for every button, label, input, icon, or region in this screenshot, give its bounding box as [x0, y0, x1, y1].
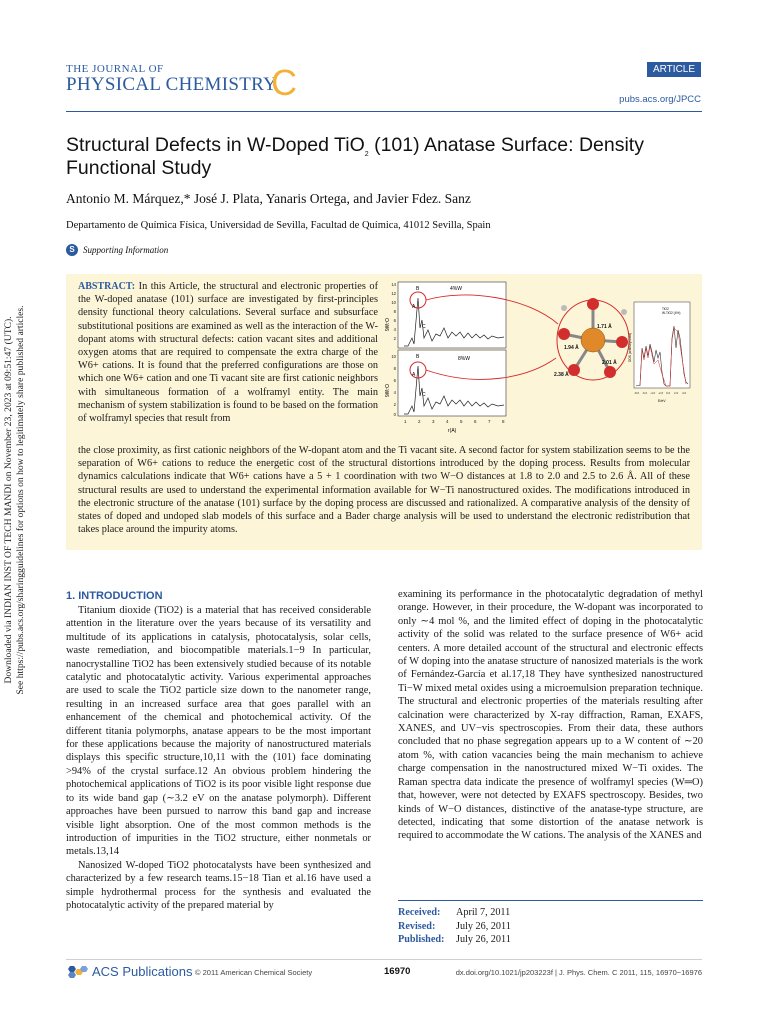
- supporting-info-icon: S: [66, 244, 78, 256]
- watermark-line-2: See https://pubs.acs.org/sharingguidelines for options on how to legitimately share published articles.: [15, 305, 26, 695]
- svg-text:TiO2: TiO2: [662, 307, 669, 311]
- supporting-information-link[interactable]: [66, 244, 168, 256]
- date-received: Received: April 7, 2011: [398, 907, 511, 918]
- svg-text:2.01 Å: 2.01 Å: [602, 360, 617, 366]
- intro-paragraph-3: examining its performance in the photocatalytic degradation of methyl orange. However, in their procedure, the W-dopant was incorporated to only ∼4 mol %, and the limited effect of doping in the photocatalytic activity of the solid was related to the surface presence of W6+ acid centers. A more detailed account of the structural and electronic effects of W doping into the anatase structure of nanosized materials is the work of Fernández-García et al.17,18 They have synthesized nanostructured Ti−W mixed metal oxides using a microemulsion preparation technique. The structural and electronic properties of the materials resulting after calcination were characterized by X-ray diffraction, Raman, EXAFS, XANES, and UV−vis spectroscopies. From their data, these authors concluded that no phase segregation appears up to a W content of ∼20 atom %, with cation vacancies being the main mechanism to achieve charge compensation in the nanostructured mixed W−Ti oxides. The Raman spectra data indicate the presence of wolframyl species (W═O) that, however, were not detected by EXAFS spectroscopy. Besides, two kinds of W−O distances, distinctive of the anatase-type structure, are detected, indicating that some distortion of the anatase network is required to accommodate the W cations. The analysis of the XANES and: [398, 589, 703, 842]
- svg-text:1.71 Å: 1.71 Å: [597, 324, 612, 330]
- svg-text:A: A: [412, 304, 416, 310]
- svg-text:r(A): r(A): [448, 428, 457, 434]
- svg-text:4: 4: [393, 390, 396, 395]
- date-revised: Revised: July 26, 2011: [398, 920, 511, 932]
- svg-text:8: 8: [393, 309, 396, 314]
- page-number: 16970: [384, 966, 411, 977]
- svg-text:-4.0: -4.0: [650, 391, 656, 395]
- svg-text:C: C: [422, 392, 426, 398]
- watermark-line-1: Downloaded via INDIAN INST OF TECH MANDI on November 23, 2023 at 09:51:47 (UTC).: [3, 316, 14, 684]
- svg-text:0.0: 0.0: [666, 391, 671, 395]
- svg-text:2: 2: [418, 419, 421, 424]
- author-list: Antonio M. Márquez,* José J. Plata, Yanaris Ortega, and Javier Fdez. Sanz: [66, 191, 471, 206]
- svg-text:B: B: [416, 286, 420, 292]
- section-heading-introduction: 1. INTRODUCTION: [66, 590, 163, 602]
- intro-paragraph-2: Nanosized W-doped TiO2 photocatalysts have been synthesized and characterized by a few research teams.15−18 Tian et al.16 have used a simple hydrothermal process for the synthesis and evaluated the photocatalytic activity of the prepared material by: [66, 859, 371, 911]
- acs-publications-logo[interactable]: [66, 964, 192, 979]
- affiliation: Departamento de Química Física, Universidad de Sevilla, Facultad de Química, 41012 Sevilla, Spain: [66, 220, 491, 231]
- abstract-box: [66, 274, 702, 550]
- abstract-body-left: In this Article, the structural and electronic properties of the W-doped anatase (101) surface are investigated by first-principles density functional theory calculations. Several surface and subsurface substitutional positions are examined as well as the interaction of the W-dopant atoms with structural defects: cation vacant sites and additional oxygen atoms that are required to compensate the extra charge of the W6+ cations. It is found that the preferred configurations are those on which one W6+ cation and one Ti vacant site are first cationic neighbors with simultaneous formation of a wolframyl entity. The main mechanism of system stabilization is found to be based on the formation of wolframyl species that result from: [78, 281, 378, 425]
- right-column-text: [398, 588, 703, 843]
- svg-text:10: 10: [391, 354, 396, 359]
- svg-text:O-W6: O-W6: [383, 318, 389, 332]
- abstract-keyword: ABSTRACT:: [78, 281, 136, 292]
- publication-dates: [398, 906, 511, 947]
- svg-text:5: 5: [460, 419, 463, 424]
- svg-text:4: 4: [446, 419, 449, 424]
- svg-text:C: C: [422, 324, 426, 330]
- w-octahedron-structure: [554, 298, 629, 380]
- svg-text:4: 4: [393, 327, 396, 332]
- svg-text:8: 8: [393, 366, 396, 371]
- svg-text:B: B: [416, 354, 420, 360]
- svg-text:-8.0: -8.0: [634, 391, 640, 395]
- dates-divider: [398, 900, 703, 901]
- svg-text:4.0: 4.0: [682, 391, 687, 395]
- acs-publications-label: ACS Publications: [92, 964, 193, 979]
- svg-text:-6.0: -6.0: [642, 391, 648, 395]
- journal-logo[interactable]: [66, 62, 297, 103]
- intro-paragraph-1: Titanium dioxide (TiO2) is a material that has received considerable attention in the literature over the years because of its versatility and multitude of its applications in catalysis, photocatalysis, solar cells, waste remediation, and biocompatible materials.1−9 In particular, nanocrystalline TiO2 has been extensively studied because of its notable catalytic and photocatalytic activity. Various experimental approaches are used to scale the TiO2 particle size down to the nanometer range, resulting in an increased surface area that goes parallel with an enhancement of the chemical and photochemical activity. Of the different titania polymorphs, anatase appears to be the most important for these applications because the majority of nanostructured materials displays this specific structure,10,11 with the (101) face dominating >94% of the crystal surface.12 An obvious problem hindering the photochemical applications of TiO2 is its poor visible light response due to its wide band gap (∼3.2 eV on the anatase polymorph). Different approaches have been pursued to narrow this band gap and increase visible light absorption. One of the most common methods is the introduction of impurities in the TiO2 structure, either nonmetals or metals.13,14: [66, 605, 371, 858]
- svg-text:6: 6: [393, 378, 396, 383]
- svg-text:8: 8: [502, 419, 505, 424]
- svg-text:10: 10: [391, 300, 396, 305]
- doi-citation-link[interactable]: dx.doi.org/10.1021/jp203223f | J. Phys. Chem. C 2011, 115, 16970−16976: [455, 968, 702, 977]
- copyright-notice: © 2011 American Chemical Society: [195, 968, 313, 977]
- svg-text:W-TiO2 (4%): W-TiO2 (4%): [662, 311, 681, 315]
- svg-text:2: 2: [393, 402, 396, 407]
- svg-text:7: 7: [488, 419, 491, 424]
- paper-title: Structural Defects in W-Doped TiO$_2$ (101) Anatase Surface: Density Functional Study: [66, 134, 644, 179]
- svg-text:1.94 Å: 1.94 Å: [564, 345, 579, 351]
- svg-text:E/eV: E/eV: [658, 399, 666, 403]
- svg-text:-2.0: -2.0: [658, 391, 664, 395]
- toc-graphic: [378, 278, 694, 438]
- svg-text:8%W: 8%W: [458, 356, 470, 362]
- download-watermark: [0, 300, 30, 700]
- svg-text:O-W6: O-W6: [383, 384, 389, 398]
- svg-text:2.0: 2.0: [674, 391, 679, 395]
- header-divider: [66, 111, 702, 112]
- svg-text:12: 12: [391, 291, 396, 296]
- svg-text:6: 6: [393, 318, 396, 323]
- journal-url-link[interactable]: pubs.acs.org/JPCC: [619, 94, 701, 105]
- left-column-text: [66, 604, 371, 912]
- svg-text:14: 14: [391, 282, 396, 287]
- svg-text:6: 6: [474, 419, 477, 424]
- supporting-info-label: Supporting Information: [83, 245, 169, 255]
- svg-text:A: A: [412, 372, 416, 378]
- svg-text:2.38 Å: 2.38 Å: [554, 372, 569, 378]
- abstract-text-full: the close proximity, as first cationic neighbors of the W-dopant atom and the Ti vacant site. A second factor for system stabilization seems to be the separation of W6+ cations to reduce the energetic cost of the structural distortions introduced by the doping process. Results from molecular dynamics calculations indicate that W6+ cations have a 5 + 1 coordination with two W−O distances at 1.8 to 2.0 and 2.5 to 2.6 Å. All of these structural results are used to understand the experimental information available for W−Ti nanostructured oxides. The modifications introduced in the electronic structure of the anatase (101) surface by the doping process are discussed and rationalized. A comparative analysis of the density of states of doped and undoped slab models of this surface and a Bader charge analysis will be used to understand the electronic redistribution that takes place around the impurity atoms.: [78, 445, 690, 536]
- svg-text:DOS (arbitrary units): DOS (arbitrary units): [628, 332, 632, 362]
- svg-text:4%W: 4%W: [450, 286, 462, 292]
- dos-inset-plot: [628, 302, 690, 403]
- date-published: Published: July 26, 2011: [398, 934, 511, 945]
- journal-logo-letter: C: [271, 62, 297, 103]
- acs-hexagon-icon: [66, 965, 88, 979]
- rdf-plot-top: [398, 282, 506, 348]
- svg-text:1: 1: [404, 419, 407, 424]
- journal-logo-line1: THE JOURNAL OF: [66, 63, 164, 75]
- footer-divider: [66, 959, 702, 960]
- svg-text:2: 2: [393, 336, 396, 341]
- svg-text:3: 3: [432, 419, 435, 424]
- svg-text:0: 0: [393, 412, 396, 417]
- rdf-plot-bottom: [398, 350, 506, 434]
- journal-logo-line2: PHYSICAL CHEMISTRY: [66, 74, 278, 95]
- abstract-text-left: [78, 280, 378, 425]
- article-type-badge: ARTICLE: [647, 62, 701, 77]
